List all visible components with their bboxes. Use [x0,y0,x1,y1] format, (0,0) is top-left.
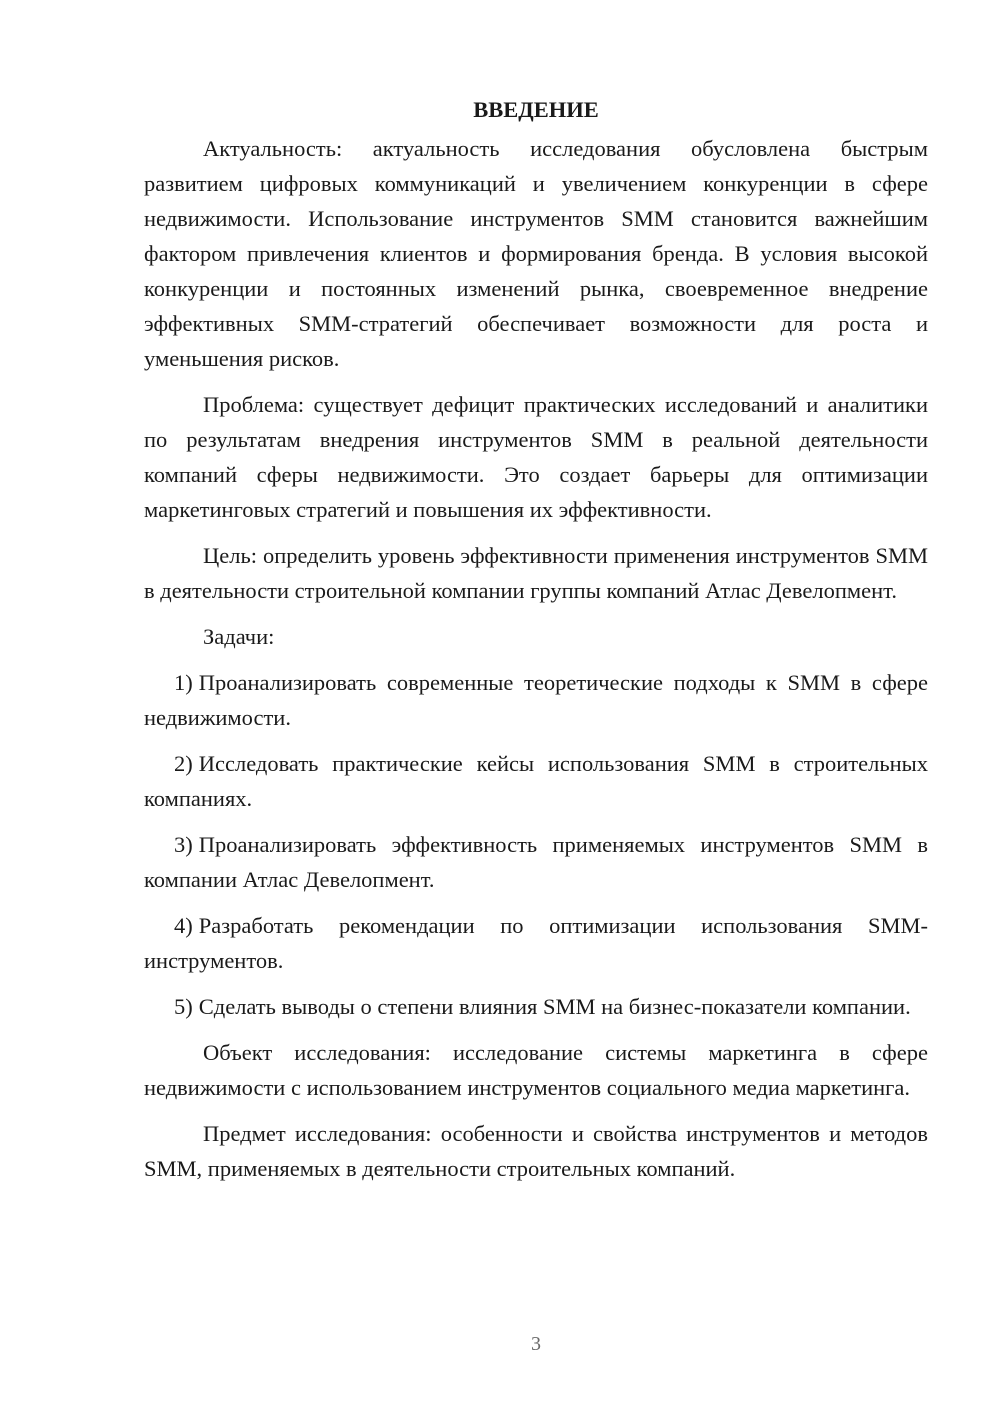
document-page [144,92,928,1197]
section-heading: ВВЕДЕНИЕ [473,97,599,122]
task-item-1 [144,665,928,735]
task-text: Сделать выводы о степени влияния SMM на бизнес-показатели компании. [198,994,911,1019]
paragraph-goal: Цель: определить уровень эффективности применения инструментов SMM в деятельности строительной компании группы компаний Атлас Девелопмент. [144,543,928,603]
paragraph-problem: Проблема: существует дефицит практических исследований и аналитики по результатам внедрения инструментов SMM в реальной деятельности компаний сферы недвижимости. Это создает барьеры для оптимизации маркетинговых стратегий и повышения их эффективности. [144,392,928,522]
task-number: 3) [174,832,193,857]
task-list [144,665,928,1024]
paragraph-subject: Предмет исследования: особенности и свойства инструментов и методов SMM, применяемых в деятельности строительных компаний. [144,1121,928,1181]
paragraph-object: Объект исследования: исследование системы маркетинга в сфере недвижимости с использованием инструментов социального медиа маркетинга. [144,1040,928,1100]
page-number: 3 [531,1333,541,1355]
task-text: Исследовать практические кейсы использования SMM в строительных компаниях. [144,751,928,811]
task-text: Проанализировать эффективность применяемых инструментов SMM в компании Атлас Девелопмент. [144,832,928,892]
task-number: 1) [174,670,193,695]
task-number: 2) [174,751,193,776]
task-item-3 [144,827,928,897]
task-item-4 [144,908,928,978]
task-number: 5) [174,994,193,1019]
task-item-5 [144,989,928,1024]
task-text: Разработать рекомендации по оптимизации использования SMM-инструментов. [144,913,928,973]
task-text: Проанализировать современные теоретические подходы к SMM в сфере недвижимости. [144,670,928,730]
paragraph-relevance: Актуальность: актуальность исследования обусловлена быстрым развитием цифровых коммуникаций и увеличением конкуренции в сфере недвижимости. Использование инструментов SMM становится важнейшим фактором привлечения клиентов и формирования бренда. В условия высокой конкуренции и постоянных изменений рынка, своевременное внедрение эффективных SMM-стратегий обеспечивает возможности для роста и уменьшения рисков. [144,136,928,371]
task-item-2 [144,746,928,816]
tasks-label: Задачи: [203,624,275,649]
task-number: 4) [174,913,193,938]
